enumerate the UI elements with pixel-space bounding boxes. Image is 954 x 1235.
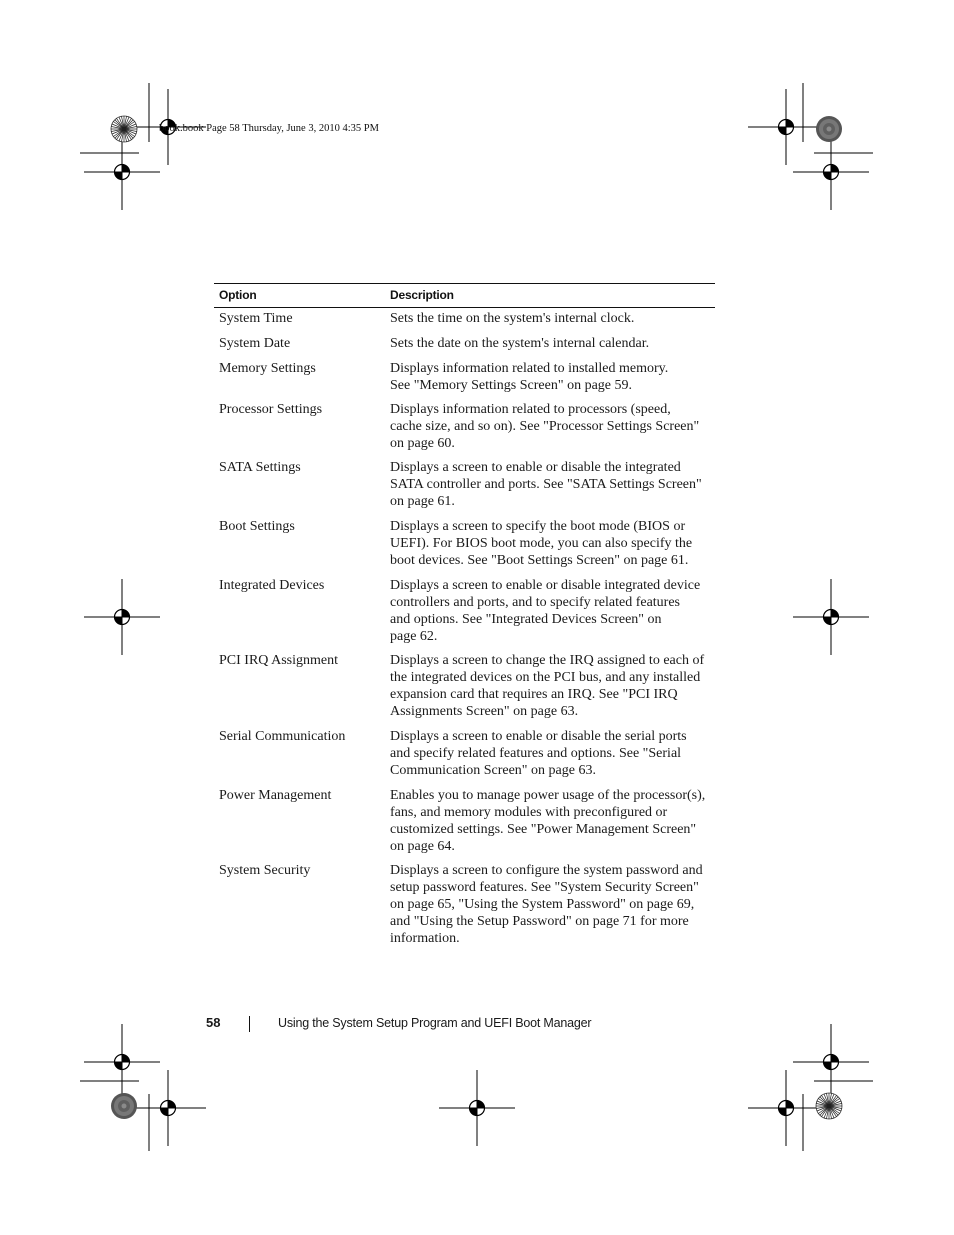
description-cell [385, 518, 715, 569]
description-cell [385, 310, 715, 327]
footer-chapter-title: Using the System Setup Program and UEFI Boot Manager [278, 1016, 592, 1030]
description-cell [385, 728, 715, 779]
table-row [214, 360, 715, 394]
option-column-header: Option [219, 288, 257, 302]
description-line: expansion card that requires an IRQ. See "PCI IRQ [390, 687, 678, 702]
description-line: and specify related features and options. See "Serial [390, 746, 682, 761]
description-line: on page 60. [390, 436, 455, 451]
description-line: UEFI). For BIOS boot mode, you can also specify the [390, 536, 693, 551]
option-cell: Integrated Devices [219, 578, 325, 593]
registration-mark-icon [130, 1070, 206, 1146]
registration-mark-icon [793, 1024, 869, 1100]
table-row [214, 652, 715, 720]
description-line: setup password features. See "System Security Screen" [390, 880, 699, 895]
description-cell [385, 577, 715, 645]
gray-dot-mark-icon [816, 116, 842, 142]
description-line: and "Using the Setup Password" on page 71 for more [390, 914, 689, 929]
description-line: Displays information related to installed memory. [390, 361, 669, 376]
description-line: the integrated devices on the PCI bus, and any installed [390, 670, 701, 685]
table-row [214, 787, 715, 855]
gray-dot-mark-icon [111, 1093, 137, 1119]
description-line: Assignments Screen" on page 63. [390, 704, 579, 719]
option-cell: System Security [219, 863, 311, 878]
registration-mark-icon [793, 579, 869, 655]
registration-mark-icon [748, 89, 824, 165]
page-number: 58 [206, 1015, 221, 1030]
registration-mark-icon [84, 134, 160, 210]
description-line: Displays a screen to change the IRQ assigned to each of [390, 653, 705, 668]
description-line: Displays a screen to enable or disable the integrated [390, 460, 681, 475]
description-cell [385, 787, 715, 855]
description-line: information. [390, 931, 460, 946]
description-line: and options. See "Integrated Devices Screen" on [390, 612, 662, 627]
description-line: on page 64. [390, 839, 455, 854]
description-line: Communication Screen" on page 63. [390, 763, 596, 778]
description-line: Displays a screen to specify the boot mode (BIOS or [390, 519, 686, 534]
description-line: on page 65, "Using the System Password" on page 69, [390, 897, 695, 912]
table-row [214, 401, 715, 452]
description-line: controllers and ports, and to specify related features [390, 595, 681, 610]
description-line: Displays a screen to configure the system password and [390, 863, 703, 878]
description-line: Displays a screen to enable or disable the serial ports [390, 729, 687, 744]
table-row [214, 862, 715, 947]
starburst-mark-icon [816, 1093, 842, 1119]
option-cell: Memory Settings [219, 361, 316, 376]
print-slug: book.book Page 58 Thursday, June 3, 2010 4:35 PM [159, 123, 379, 134]
table-row [214, 335, 715, 352]
description-line: customized settings. See "Power Management Screen" [390, 822, 697, 837]
table-body [214, 310, 715, 947]
registration-mark-icon [793, 134, 869, 210]
description-cell [385, 459, 715, 510]
description-cell [385, 335, 715, 352]
description-line: Sets the time on the system's internal clock. [390, 311, 635, 326]
option-cell: System Time [219, 311, 293, 326]
description-line: fans, and memory modules with preconfigured or [390, 805, 668, 820]
description-cell [385, 862, 715, 947]
description-line: cache size, and so on). See "Processor Settings Screen" [390, 419, 700, 434]
option-cell: Processor Settings [219, 402, 323, 417]
description-line: Sets the date on the system's internal calendar. [390, 336, 650, 351]
description-line: See "Memory Settings Screen" on page 59. [390, 378, 632, 393]
table-row [214, 459, 715, 510]
description-line: SATA controller and ports. See "SATA Settings Screen" [390, 477, 702, 492]
description-line: Displays a screen to enable or disable integrated device [390, 578, 701, 593]
starburst-mark-icon [111, 116, 137, 142]
footer-divider [249, 1016, 250, 1032]
description-line: on page 61. [390, 494, 455, 509]
table-row [214, 518, 715, 569]
description-cell [385, 652, 715, 720]
description-line: Enables you to manage power usage of the processor(s), [390, 788, 706, 803]
table-row [214, 728, 715, 779]
option-cell: System Date [219, 336, 291, 351]
options-table [214, 283, 715, 947]
table-row [214, 577, 715, 645]
description-line: page 62. [390, 629, 438, 644]
registration-mark-icon [439, 1070, 515, 1146]
option-cell: Serial Communication [219, 729, 346, 744]
description-cell [385, 360, 715, 394]
registration-mark-icon [84, 579, 160, 655]
option-cell: SATA Settings [219, 460, 301, 475]
option-cell: Boot Settings [219, 519, 295, 534]
option-cell: Power Management [219, 788, 332, 803]
description-column-header: Description [390, 288, 454, 302]
registration-mark-icon [748, 1070, 824, 1146]
table-header [214, 283, 715, 308]
registration-mark-icon [84, 1024, 160, 1100]
description-line: Displays information related to processors (speed, [390, 402, 671, 417]
description-cell [385, 401, 715, 452]
option-cell: PCI IRQ Assignment [219, 653, 339, 668]
description-line: boot devices. See "Boot Settings Screen" on page 61. [390, 553, 689, 568]
table-row [214, 310, 715, 327]
